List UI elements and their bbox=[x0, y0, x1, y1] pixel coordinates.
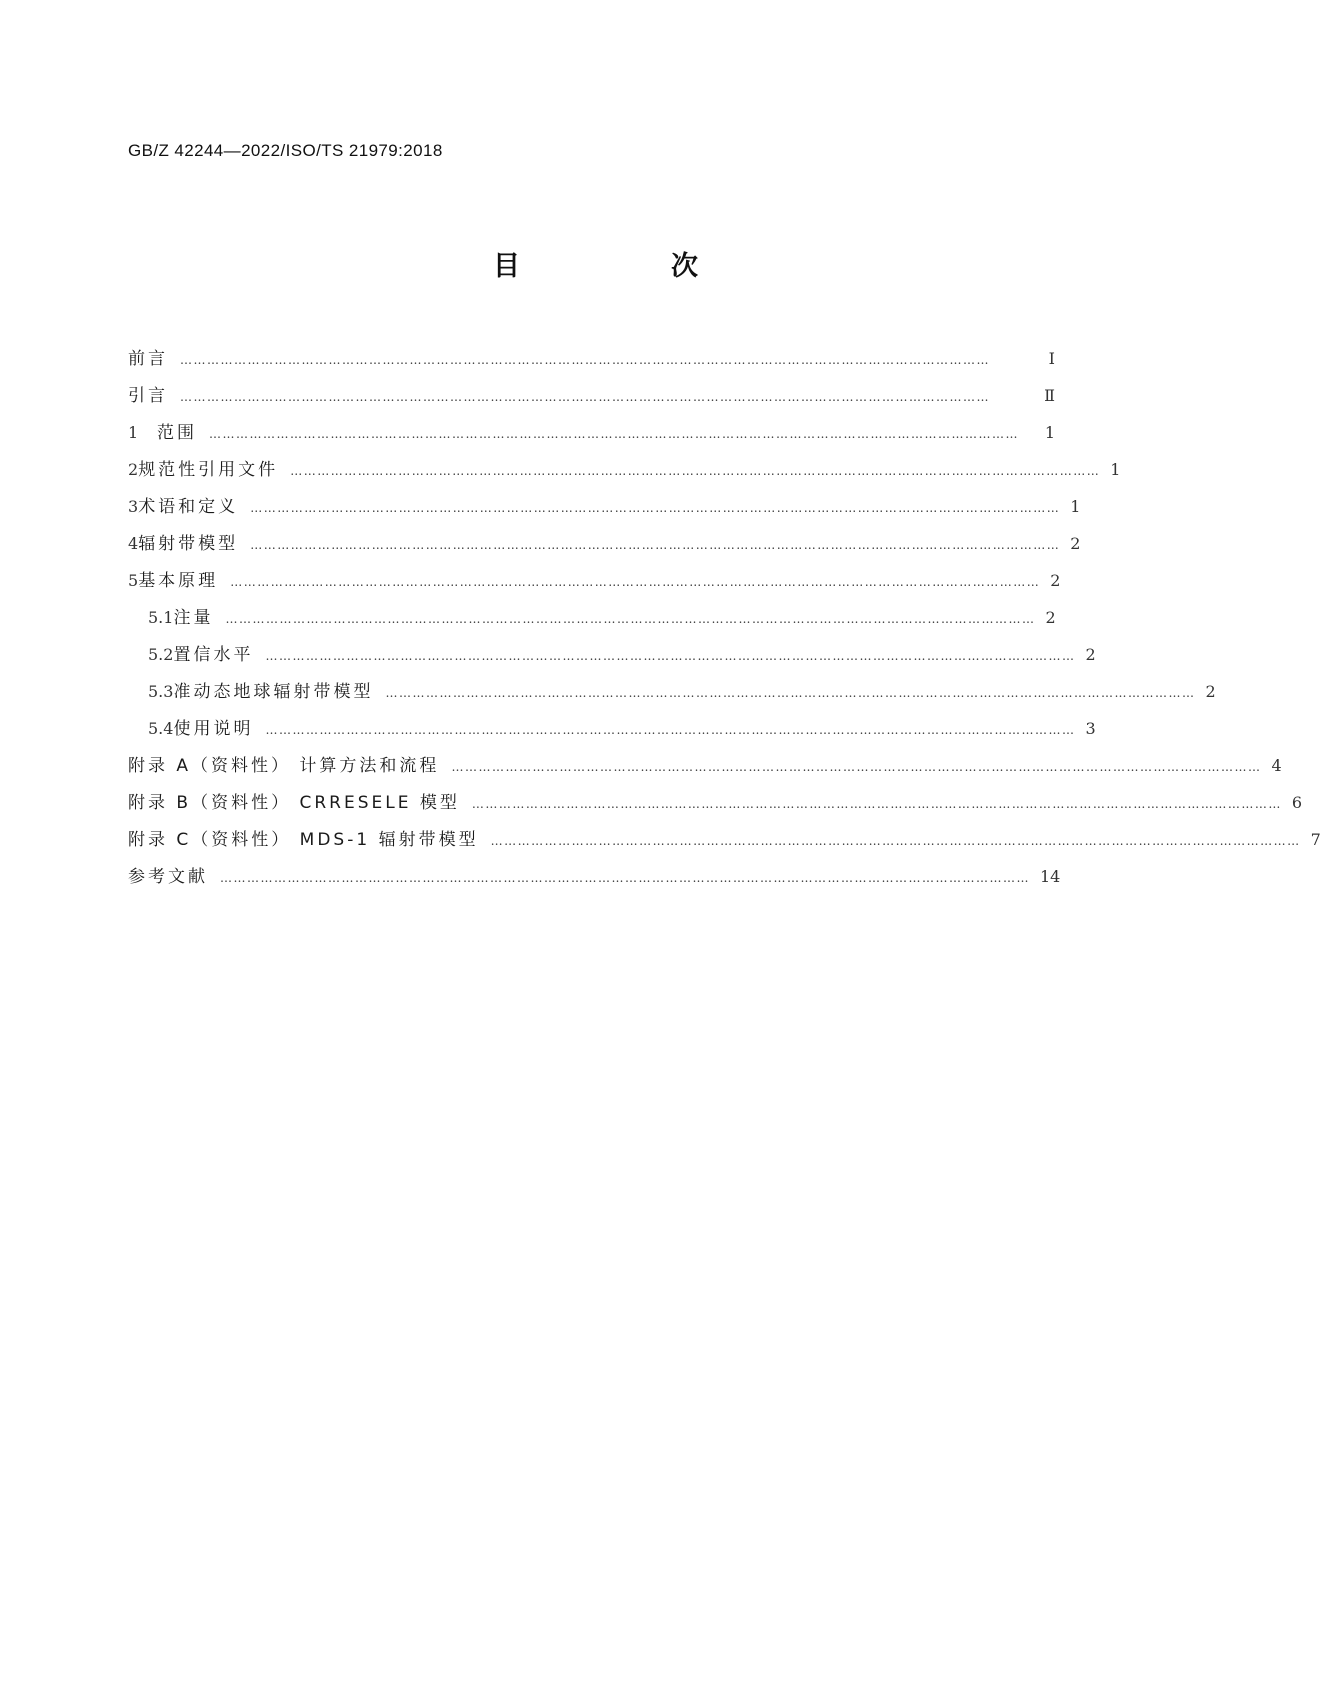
page-title: 目 次 bbox=[493, 251, 760, 282]
toc-leader-dots: ……………………………………………………………………………………………………………………………………………………………… bbox=[385, 686, 1196, 700]
toc-entry-page: Ⅰ bbox=[1048, 349, 1055, 368]
toc-leader-dots: ……………………………………………………………………………………………………………………………………………………………… bbox=[250, 501, 1061, 515]
toc-leader-dots: ……………………………………………………………………………………………………………………………………………………………… bbox=[225, 612, 1036, 626]
toc-entry-5-1[interactable] bbox=[128, 599, 1055, 636]
toc-entry-page: 2 bbox=[1050, 571, 1061, 590]
toc-entry-number: 5 bbox=[128, 571, 139, 590]
toc-entry-page: 2 bbox=[1085, 645, 1096, 664]
toc-entry-page: 14 bbox=[1040, 867, 1061, 886]
toc-entry-page: 2 bbox=[1070, 534, 1081, 553]
toc-entry-5-2[interactable] bbox=[128, 636, 1096, 673]
toc-leader-dots: ……………………………………………………………………………………………………………………………………………………………… bbox=[490, 834, 1301, 848]
toc-entry-label: 前言 bbox=[128, 349, 168, 369]
toc-entry-5-3[interactable] bbox=[128, 673, 1216, 710]
toc-leader-dots: ……………………………………………………………………………………………………………………………………………………………… bbox=[265, 649, 1076, 663]
toc-entry-page: Ⅱ bbox=[1044, 386, 1055, 405]
toc-leader-dots: ……………………………………………………………………………………………………………………………………………………………… bbox=[220, 871, 1030, 885]
toc-entry-annex-a[interactable] bbox=[128, 747, 1282, 784]
toc-entry-5-4[interactable] bbox=[128, 710, 1096, 747]
toc-leader-dots: ……………………………………………………………………………………………………………………………………………………………… bbox=[250, 538, 1061, 552]
toc-entry-page: 4 bbox=[1271, 756, 1282, 775]
toc-entry-4[interactable] bbox=[128, 525, 1081, 562]
toc-entry-number: 5.2 bbox=[148, 645, 174, 664]
toc-leader-dots: ……………………………………………………………………………………………………………………………………………………………… bbox=[230, 575, 1041, 589]
toc-entry-page: 1 bbox=[1110, 460, 1121, 479]
toc-entry-label: 使用说明 bbox=[173, 719, 254, 739]
toc-entry-introduction[interactable] bbox=[128, 377, 1055, 414]
toc-entry-label: 术语和定义 bbox=[138, 497, 239, 517]
toc-entry-label: 置信水平 bbox=[173, 645, 254, 665]
toc-entry-number: 5.1 bbox=[148, 608, 174, 627]
toc-entry-page: 6 bbox=[1291, 793, 1303, 812]
toc-leader-dots: ……………………………………………………………………………………………………………………………………………………………… bbox=[180, 390, 990, 404]
toc-entry-number: 5.3 bbox=[148, 682, 174, 701]
toc-entry-page: 7 bbox=[1310, 830, 1321, 849]
toc-entry-number: 3 bbox=[128, 497, 139, 516]
table-of-contents bbox=[128, 340, 1321, 895]
toc-entry-number: 5.4 bbox=[148, 719, 174, 738]
toc-entry-page: 1 bbox=[1044, 423, 1055, 442]
toc-entry-page: 2 bbox=[1045, 608, 1056, 627]
standard-code-header: GB/Z 42244—2022/ISO/TS 21979:2018 bbox=[128, 141, 443, 160]
toc-entry-3[interactable] bbox=[128, 488, 1081, 525]
toc-entry-1[interactable] bbox=[128, 414, 1055, 451]
toc-entry-label: 辐射带模型 bbox=[138, 534, 239, 554]
toc-leader-dots: ……………………………………………………………………………………………………………………………………………………………… bbox=[265, 723, 1076, 737]
toc-entry-number: 1 bbox=[128, 423, 139, 442]
toc-entry-page: 2 bbox=[1205, 682, 1216, 701]
toc-entry-number: 4 bbox=[128, 534, 139, 553]
toc-entry-label: 注量 bbox=[173, 608, 214, 628]
toc-leader-dots: ……………………………………………………………………………………………………………………………………………………………… bbox=[471, 797, 1282, 811]
toc-entry-label: 规范性引用文件 bbox=[138, 460, 279, 480]
toc-entry-foreword[interactable] bbox=[128, 340, 1055, 377]
toc-entry-5[interactable] bbox=[128, 562, 1061, 599]
toc-entry-bibliography[interactable] bbox=[128, 858, 1061, 895]
toc-leader-dots: ……………………………………………………………………………………………………………………………………………………………… bbox=[290, 464, 1101, 478]
toc-entry-label: 基本原理 bbox=[138, 571, 219, 591]
toc-entry-annex-c[interactable] bbox=[128, 821, 1321, 858]
toc-entry-label: 附录 C（资料性） MDS-1 辐射带模型 bbox=[128, 830, 479, 850]
toc-entry-page: 3 bbox=[1085, 719, 1096, 738]
toc-entry-label: 附录 B（资料性） CRRESELE 模型 bbox=[128, 793, 460, 813]
toc-leader-dots: ……………………………………………………………………………………………………………………………………………………………… bbox=[180, 353, 990, 367]
toc-entry-label: 引言 bbox=[128, 386, 168, 406]
toc-entry-label: 准动态地球辐射带模型 bbox=[173, 682, 374, 702]
toc-entry-label: 参考文献 bbox=[128, 867, 208, 887]
toc-entry-label: 附录 A（资料性） 计算方法和流程 bbox=[128, 756, 440, 776]
toc-entry-number: 2 bbox=[128, 460, 139, 479]
toc-entry-2[interactable] bbox=[128, 451, 1121, 488]
toc-leader-dots: ……………………………………………………………………………………………………………………………………………………………… bbox=[451, 760, 1262, 774]
toc-leader-dots: ……………………………………………………………………………………………………………………………………………………………… bbox=[209, 427, 1019, 441]
toc-entry-label: 范围 bbox=[157, 423, 197, 443]
toc-entry-page: 1 bbox=[1070, 497, 1081, 516]
toc-entry-annex-b[interactable] bbox=[128, 784, 1303, 821]
